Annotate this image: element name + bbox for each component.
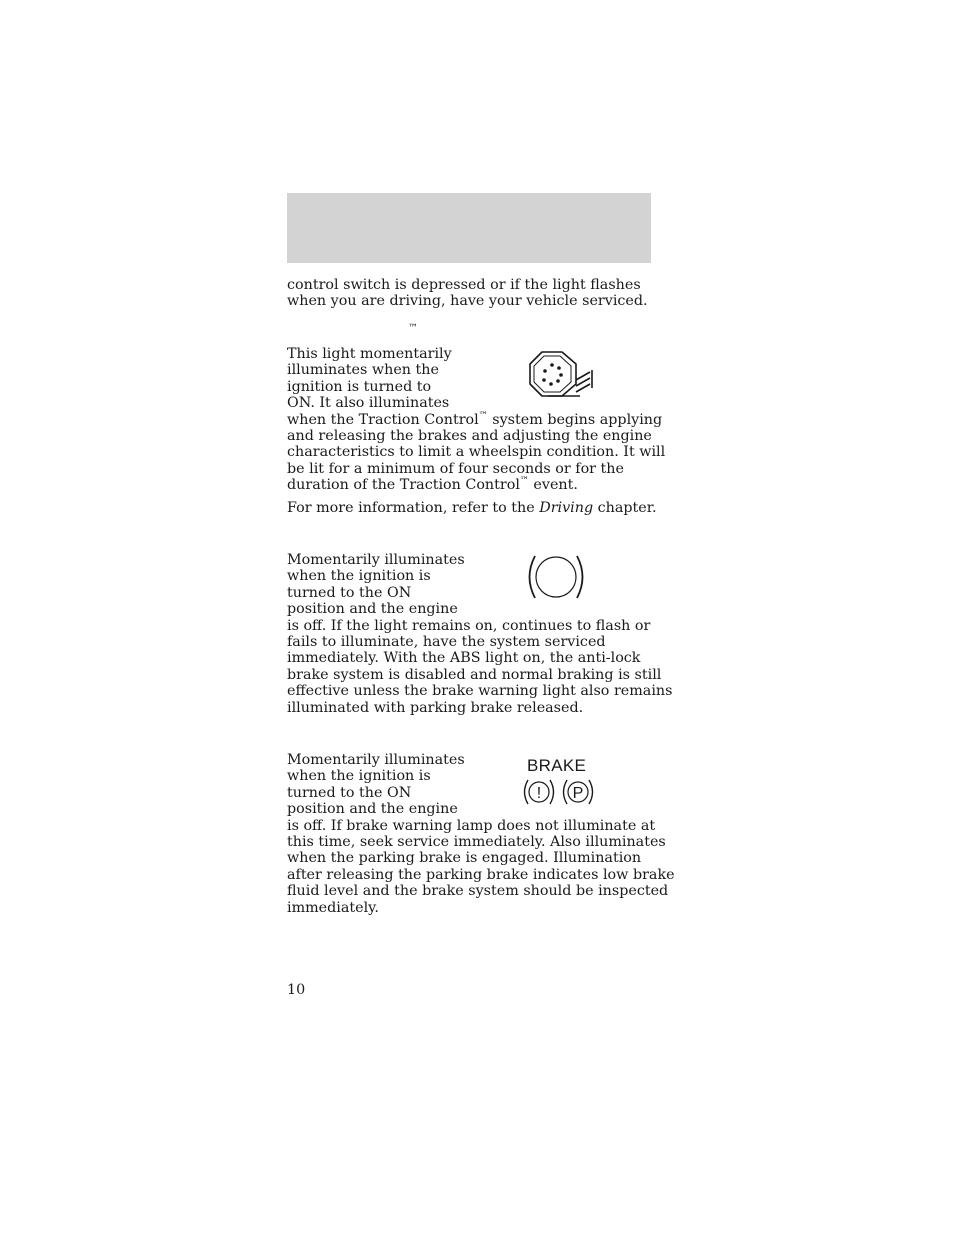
exclamation-glyph: ! xyxy=(536,785,542,802)
page-number: 10 xyxy=(287,982,306,998)
chapter-reference: Driving xyxy=(539,500,594,516)
parking-p-glyph: P xyxy=(572,785,584,802)
traction-control-icon xyxy=(528,350,598,400)
intro-paragraph: control switch is depressed or if the light flashes when you are driving, have your vehicle serviced. xyxy=(287,277,648,310)
traction-control-paragraph: This light momentarily illuminates when the ignition is turned to ON. It also illuminates when the Traction Control™ system begins applying and releasing the brakes and adjusting the engine characteristics to limit a wheelspin condition. It will be lit for a minimum of four seconds or for the duration of the Traction Control™ event. xyxy=(287,346,666,494)
brake-paragraph: Momentarily illuminates when the ignition is turned to the ON position and the engine is off. If brake warning lamp does not illuminate at this time, seek service immediately. Also illuminates when the parking brake is engaged. Illumination after releasing the parking brake indicates low brake fluid level and the brake system should be inspected immediately. xyxy=(287,752,675,916)
section-header-band xyxy=(287,193,651,263)
trademark-symbol: ™ xyxy=(478,410,488,421)
brake-warning-icon xyxy=(522,777,596,807)
trademark-symbol: ™ xyxy=(519,476,529,487)
brake-label: BRAKE xyxy=(527,756,587,775)
abs-paragraph: Momentarily illuminates when the ignition is turned to the ON position and the engine is off. If the light remains on, continues to flash or fails to illuminate, have the system serviced immediately. With the ABS light on, the anti-lock brake system is disabled and normal braking is still effective unless the brake warning light also remains illuminated with parking brake released. xyxy=(287,552,673,716)
trademark-symbol: ™ xyxy=(408,323,418,334)
abs-warning-icon xyxy=(526,552,586,602)
more-info-paragraph: For more information, refer to the Driving chapter. xyxy=(287,500,657,516)
